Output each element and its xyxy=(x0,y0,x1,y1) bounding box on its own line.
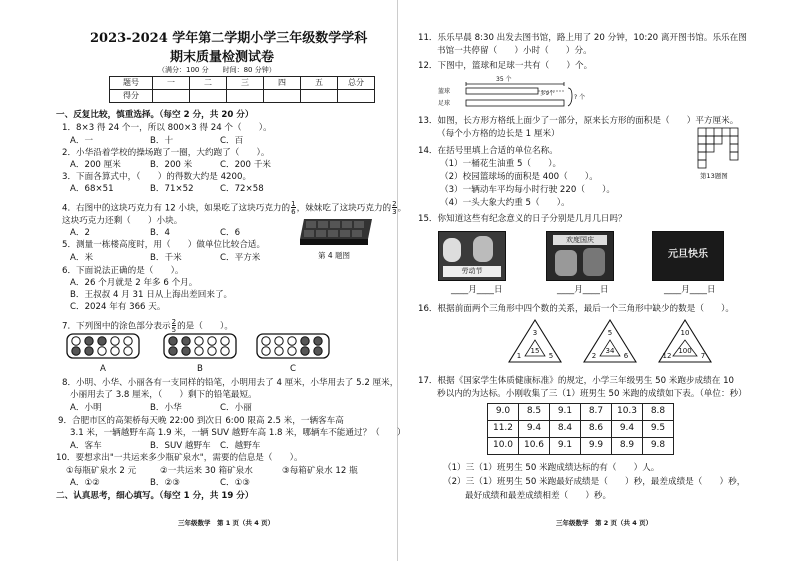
q6-option-b[interactable]: B．王叔叔 4 月 31 日从上海出差回来了。 xyxy=(70,290,233,300)
score-header: 总分 xyxy=(338,77,375,90)
question-16: 16．根据前面两个三角形中四个数的关系，最后一个三角形中缺少的数是（ ）。 xyxy=(418,304,735,314)
q7-figure-a xyxy=(66,333,140,359)
q10-option-a[interactable]: A．①② xyxy=(70,478,100,488)
q12-ball1-label: 篮球 xyxy=(438,88,451,95)
q4-option-a[interactable]: A．2 xyxy=(70,228,90,238)
fraction-denominator: 6 xyxy=(291,208,296,216)
question-4 xyxy=(62,200,406,216)
score-header: 五 xyxy=(301,77,338,90)
question-4-line2: 这块巧克力还剩（ ）小块。 xyxy=(62,216,183,226)
q13-figure-caption: 第13题图 xyxy=(700,172,728,180)
question-13-line2: （每个小方格的边长是 1 厘米） xyxy=(437,129,560,139)
section-1-heading: 一、反复比较，慎重选择。（每空 2 分，共 20 分） xyxy=(56,110,254,120)
running-score-table xyxy=(487,403,674,455)
q7-text-b: 的是（ ）。 xyxy=(177,321,233,332)
q8-option-c[interactable]: C．小丽 xyxy=(220,403,252,413)
q17-part-1: （1）三（1）班男生 50 米跑成绩达标的有（ ）人。 xyxy=(443,463,660,473)
question-12: 12．下图中，篮球和足球一共有（ ）个。 xyxy=(418,61,593,71)
question-17-line2: 秒以内的为达标。小刚收集了三（1）班男生 50 米跑的成绩如下表。（单位：秒） xyxy=(437,389,747,399)
q9-option-c[interactable]: C．越野车 xyxy=(220,441,261,451)
q7-figure-c xyxy=(256,333,330,359)
fraction-numerator: 2 xyxy=(392,200,397,208)
score-cell[interactable] xyxy=(153,90,190,103)
triangle-3-left: 12 xyxy=(662,352,672,360)
page-2-footer: 三年级数学 第 2 页（共 4 页） xyxy=(556,519,653,527)
table-cell: 9.4 xyxy=(519,421,550,438)
question-11: 11．乐乐早晨 8:30 出发去图书馆，路上用了 20 分钟，10:20 离开图书馆。乐乐在图 xyxy=(418,33,747,43)
score-cell[interactable] xyxy=(190,90,227,103)
question-8: 8．小明、小华、小丽各有一支同样的铅笔，小明用去了 4 厘米，小华用去了 5.2 厘米， xyxy=(62,378,399,388)
worker-figure-icon xyxy=(473,236,493,262)
fraction-two-thirds xyxy=(392,200,396,216)
question-6: 6．下面说法正确的是（ ）。 xyxy=(62,266,184,276)
question-1: 1．8×3 得 24 个一，所以 800×3 得 24 个（ ）。 xyxy=(62,123,272,133)
q7-label-a[interactable]: A xyxy=(100,364,106,374)
q10-info-1: ①每瓶矿泉水 2 元 xyxy=(66,466,137,476)
table-cell: 9.1 xyxy=(550,438,581,455)
q9-option-b[interactable]: B．SUV 越野车 xyxy=(150,441,211,451)
q9-option-a[interactable]: A．客车 xyxy=(70,441,102,451)
question-17: 17．根据《国家学生体质健康标准》的规定，小学三年级男生 50 米跑步成绩在 10 xyxy=(418,376,735,386)
q14-item-3: （3）一辆动车平均每小时行驶 220（ ）。 xyxy=(440,185,615,195)
q7-text-a: 7．下列图中的涂色部分表示 xyxy=(62,321,171,332)
question-15: 15．你知道这些有纪念意义的日子分别是几月几日吗？ xyxy=(418,214,627,224)
table-cell: 9.5 xyxy=(643,421,674,438)
score-cell[interactable] xyxy=(301,90,338,103)
q2-option-c[interactable]: C．200 千米 xyxy=(220,160,271,170)
q2-option-a[interactable]: A．200 厘米 xyxy=(70,160,121,170)
child-figure-icon xyxy=(555,250,577,276)
national-day-picture xyxy=(546,231,614,281)
q14-item-2: （2）校园篮球场的面积是 400（ ）。 xyxy=(440,172,598,182)
q14-item-1: （1）一桶花生油重 5（ ）。 xyxy=(440,159,562,169)
q7-label-c[interactable]: C xyxy=(290,364,297,374)
child-figure-icon xyxy=(583,248,605,276)
triangle-3-right: 7 xyxy=(700,352,706,360)
q10-info-3: ③每箱矿泉水 12 瓶 xyxy=(282,466,358,476)
exam-meta: （满分：100 分 时间：80 分钟） xyxy=(158,66,276,74)
q10-info-2: ②一共运来 30 箱矿泉水 xyxy=(160,466,253,476)
triangle-2-center: 34 xyxy=(605,347,615,355)
triangle-1-right: 5 xyxy=(548,352,554,360)
q4-text-c: 。 xyxy=(397,203,407,214)
question-5: 5．测量一栋楼高度时，用（ ）做单位比较合适。 xyxy=(62,240,266,250)
q12-top-label: 35 个 xyxy=(496,76,512,83)
q17-part-2: （2）三（1）班男生 50 米跑最好成绩是（ ）秒，最差成绩是（ ）秒， xyxy=(443,477,746,487)
q6-option-c[interactable]: C．2024 年有 366 天。 xyxy=(70,302,166,312)
picture-caption: 劳动节 xyxy=(443,266,501,277)
q2-option-b[interactable]: B．200 米 xyxy=(150,160,193,170)
triangle-3-center: 100 xyxy=(678,347,692,355)
triangle-2-right: 6 xyxy=(623,352,629,360)
q4-text-a: 4．右图中的这块巧克力有 12 小块，如果吃了这块巧克力的 xyxy=(62,203,291,214)
table-cell: 10.6 xyxy=(519,438,550,455)
fraction-one-sixth xyxy=(291,200,295,216)
score-header: 题号 xyxy=(110,77,153,90)
fraction-denominator: 5 xyxy=(171,326,177,334)
question-10: 10．要想求出"一共运来多少瓶矿泉水"，需要的信息是（ ）。 xyxy=(56,453,303,463)
fraction-numerator: 2 xyxy=(171,318,177,326)
q12-question-label: ? 个 xyxy=(574,94,586,101)
q5-option-c[interactable]: C．平方米 xyxy=(220,253,261,263)
table-cell: 8.8 xyxy=(643,404,674,421)
table-cell: 9.0 xyxy=(488,404,519,421)
question-9: 9．合肥市区的高架桥每天晚 22:00 到次日 6:00 限高 2.5 米，一辆客车高 xyxy=(58,416,344,426)
q15-answer-blank-2[interactable]: ____月____日 xyxy=(557,285,609,295)
table-row xyxy=(488,404,674,421)
fraction-denominator: 3 xyxy=(392,208,397,216)
triangle-2-left: 2 xyxy=(591,352,597,360)
score-row-label: 得分 xyxy=(110,90,153,103)
q1-option-a[interactable]: A．一 xyxy=(70,136,94,146)
page-1-footer: 三年级数学 第 1 页（共 4 页） xyxy=(178,519,275,527)
page-divider xyxy=(397,0,398,561)
table-cell: 11.2 xyxy=(488,421,519,438)
question-14: 14．在括号里填上合适的单位名称。 xyxy=(418,146,558,156)
q10-option-b[interactable]: B．②③ xyxy=(150,478,180,488)
q4-option-c[interactable]: C．6 xyxy=(220,228,241,238)
q12-mid-label: 多9个 xyxy=(540,91,555,97)
q12-bar-diagram xyxy=(438,74,588,112)
q10-option-c[interactable]: C．①③ xyxy=(220,478,251,488)
q3-option-a[interactable]: A．68×51 xyxy=(70,184,114,194)
triangle-3-top: 10 xyxy=(680,329,690,337)
exam-title: 2023-2024 学年第二学期小学三年级数学学科 xyxy=(90,31,368,46)
question-8-line2: 小丽用去了 3.8 厘米，（ ）剩下的铅笔最短。 xyxy=(70,390,257,400)
table-cell: 8.7 xyxy=(581,404,612,421)
q15-answer-blank-3[interactable]: ____月____日 xyxy=(664,285,716,295)
triangle-1-center: 15 xyxy=(530,347,540,355)
q5-option-b[interactable]: B．千米 xyxy=(150,253,182,263)
q14-item-4: （4）一头大象大约重 5（ ）。 xyxy=(440,198,570,208)
question-13: 13．如图，长方形方格纸上面少了一部分，原来长方形的面积是（ ）平方厘米。 xyxy=(418,116,739,126)
table-cell: 10.3 xyxy=(612,404,643,421)
table-cell: 9.1 xyxy=(550,404,581,421)
picture-caption: 元旦快乐 xyxy=(668,249,708,260)
q5-option-a[interactable]: A．米 xyxy=(70,253,94,263)
q15-answer-blank-1[interactable]: ____月____日 xyxy=(451,285,503,295)
picture-caption: 欢度国庆 xyxy=(553,235,607,245)
question-11-line2: 书馆一共停留（ ）小时（ ）分。 xyxy=(437,46,592,56)
q7-label-b[interactable]: B xyxy=(197,364,203,374)
q12-ball2-label: 足球 xyxy=(438,100,451,107)
score-cell[interactable] xyxy=(264,90,301,103)
fraction-two-fifths xyxy=(172,318,176,334)
q13-grid-figure xyxy=(692,126,740,172)
question-3: 3．下面各算式中，（ ）的得数大约是 4200。 xyxy=(62,172,252,182)
q17-part-2-line2: 最好成绩和最差成绩相差（ ）秒。 xyxy=(465,491,612,501)
q6-option-a[interactable]: A．26 个月就是 2 年多 6 个月。 xyxy=(70,278,198,288)
exam-subtitle: 期末质量检测试卷 xyxy=(170,50,275,65)
q8-option-b[interactable]: B．小华 xyxy=(150,403,182,413)
score-cell[interactable] xyxy=(338,90,375,103)
score-header: 三 xyxy=(227,77,264,90)
table-row xyxy=(488,438,674,455)
table-cell: 9.4 xyxy=(612,421,643,438)
chocolate-bar-figure xyxy=(296,217,376,249)
q1-option-b[interactable]: B．十 xyxy=(150,136,174,146)
score-header: 四 xyxy=(264,77,301,90)
q4-option-b[interactable]: B．4 xyxy=(150,228,170,238)
triangle-2-top: 5 xyxy=(607,329,613,337)
q7-figure-b xyxy=(163,333,237,359)
table-cell: 8.4 xyxy=(550,421,581,438)
table-cell: 8.5 xyxy=(519,404,550,421)
table-cell: 9.8 xyxy=(643,438,674,455)
table-cell: 9.9 xyxy=(581,438,612,455)
table-row xyxy=(488,421,674,438)
question-7 xyxy=(62,318,233,334)
score-header: 一 xyxy=(153,77,190,90)
q3-option-c[interactable]: C．72×58 xyxy=(220,184,264,194)
fraction-numerator: 1 xyxy=(291,200,296,208)
q16-triangles-figure xyxy=(507,318,717,364)
score-table xyxy=(109,76,375,103)
new-year-picture xyxy=(652,231,724,281)
q4-text-b: ，妹妹吃了这块巧克力的 xyxy=(296,203,392,214)
q4-figure-caption: 第 4 题图 xyxy=(318,251,351,260)
worker-figure-icon xyxy=(443,238,461,262)
question-2: 2．小华沿着学校的操场跑了一圈，大约跑了（ ）。 xyxy=(62,148,270,158)
table-cell: 10.0 xyxy=(488,438,519,455)
section-2-heading: 二、认真思考，细心填写。（每空 1 分，共 19 分） xyxy=(56,491,254,501)
score-cell[interactable] xyxy=(227,90,264,103)
q8-option-a[interactable]: A．小明 xyxy=(70,403,102,413)
triangle-1-left: 1 xyxy=(516,352,522,360)
labor-day-picture xyxy=(438,231,506,281)
q3-option-b[interactable]: B．71×52 xyxy=(150,184,194,194)
score-header: 二 xyxy=(190,77,227,90)
q1-option-c[interactable]: C．百 xyxy=(220,136,244,146)
question-9-line2: 3.1 米，一辆越野车高 1.9 米，一辆 SUV 越野车高 1.8 米，哪辆车不能通过？（ ） xyxy=(70,428,406,438)
table-cell: 8.6 xyxy=(581,421,612,438)
table-cell: 8.9 xyxy=(612,438,643,455)
triangle-1-top: 3 xyxy=(532,329,538,337)
